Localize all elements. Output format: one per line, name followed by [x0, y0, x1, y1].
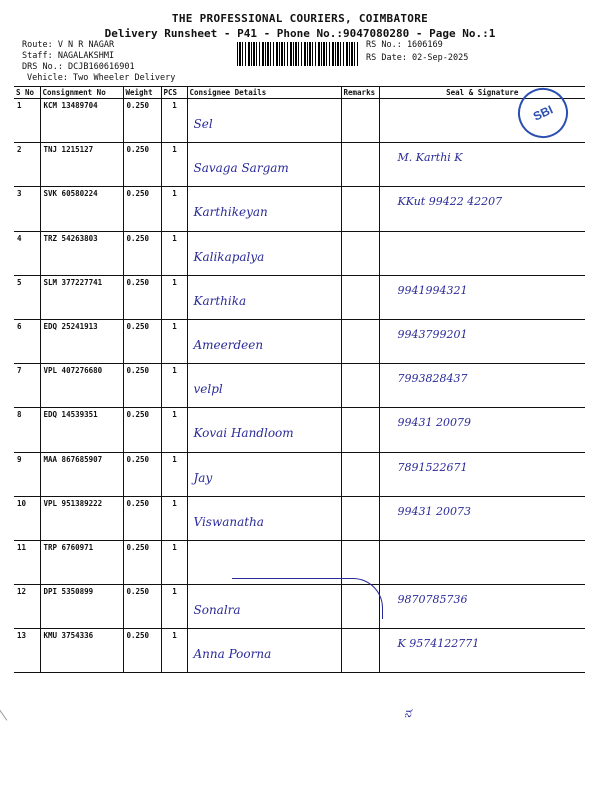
drs-label: DRS No.: DCJB160616901 [22, 62, 135, 72]
cell-pcs: 1 [161, 143, 187, 187]
cell-consignee-details [187, 231, 341, 275]
rs-date: RS Date: 02-Sep-2025 [366, 53, 469, 63]
cell-consignee-details [187, 364, 341, 408]
handwritten-consignee-name: Sonalra [193, 603, 241, 618]
handwritten-consignee-name: Sel [193, 117, 213, 131]
cell-sno: 10 [14, 496, 40, 540]
cell-remarks [341, 143, 379, 187]
cell-seal-signature [379, 275, 585, 319]
handwritten-consignee-name: velpl [193, 382, 223, 397]
cell-sno: 13 [14, 629, 40, 673]
cell-consignment-no: EDQ 14539351 [40, 408, 123, 452]
cell-consignment-no: MAA 867685907 [40, 452, 123, 496]
table-row [14, 143, 585, 187]
cell-pcs: 1 [161, 408, 187, 452]
cell-consignment-no: TRZ 54263803 [40, 231, 123, 275]
company-title: THE PROFESSIONAL COURIERS, COIMBATORE [171, 12, 429, 25]
handwritten-signature: 99431 20073 [397, 504, 471, 518]
cell-consignee-details [187, 143, 341, 187]
cell-sno: 3 [14, 187, 40, 231]
runsheet-subtitle: Delivery Runsheet - P41 - Phone No.:9047080280 - Page No.:1 [104, 27, 496, 40]
handwritten-consignee-name: Ameerdeen [193, 337, 264, 352]
handwritten-signature: 9943799201 [397, 327, 468, 341]
cell-remarks [341, 319, 379, 363]
handwritten-signature: 9870785736 [397, 593, 468, 607]
col-remarks: Remarks [341, 87, 379, 99]
cell-consignment-no: DPI 5350899 [40, 585, 123, 629]
cell-consignee-details [187, 408, 341, 452]
cell-consignee-details [187, 275, 341, 319]
cell-seal-signature [379, 629, 585, 673]
handwritten-consignee-name: Viswanatha [193, 514, 264, 529]
handwritten-signature: K 9574122771 [397, 637, 480, 651]
table-row [14, 99, 585, 143]
cell-pcs: 1 [161, 275, 187, 319]
cell-consignee-details [187, 187, 341, 231]
table-row [14, 496, 585, 540]
cell-sno: 7 [14, 364, 40, 408]
cell-seal-signature [379, 540, 585, 584]
handwritten-signature: M. Karthi K [397, 151, 463, 165]
cell-pcs: 1 [161, 319, 187, 363]
cell-pcs: 1 [161, 99, 187, 143]
bank-seal-stamp: SBI [510, 80, 576, 146]
cell-seal-signature [379, 187, 585, 231]
cell-seal-signature [379, 231, 585, 275]
cell-weight: 0.250 [123, 364, 161, 408]
cell-sno: 6 [14, 319, 40, 363]
cell-weight: 0.250 [123, 319, 161, 363]
handwritten-consignee-name: Karthikeyan [193, 205, 268, 220]
cell-consignment-no: TNJ 1215127 [40, 143, 123, 187]
handwritten-consignee-name: Kovai Handloom [193, 426, 294, 441]
cell-pcs: 1 [161, 496, 187, 540]
handwritten-consignee-name: Karthika [193, 293, 247, 308]
col-consignment: Consignment No [40, 87, 123, 99]
handwritten-signature: 7891522671 [397, 460, 468, 474]
vehicle-label: Vehicle: Two Wheeler Delivery [27, 73, 176, 83]
col-sno: S No [14, 87, 40, 99]
handwritten-consignee-name: Savaga Sargam [193, 161, 289, 176]
cell-remarks [341, 496, 379, 540]
cell-consignment-no: SLM 377227741 [40, 275, 123, 319]
cell-remarks [341, 364, 379, 408]
col-pcs: PCS [161, 87, 187, 99]
table-header-row [14, 87, 585, 99]
cell-seal-signature [379, 143, 585, 187]
handwritten-consignee-name: Kalikapalya [193, 249, 265, 264]
table-row [14, 408, 585, 452]
cell-consignment-no: EDQ 25241913 [40, 319, 123, 363]
cell-weight: 0.250 [123, 540, 161, 584]
cell-weight: 0.250 [123, 496, 161, 540]
footer-handwritten-mark: ನ [404, 706, 412, 721]
staff-label: Staff: NAGALAKSHMI [22, 51, 115, 61]
handwritten-consignee-name: Jay [193, 470, 213, 485]
cell-pcs: 1 [161, 231, 187, 275]
cell-sno: 1 [14, 99, 40, 143]
col-signature: Seal & Signature [379, 87, 585, 99]
cell-seal-signature [379, 585, 585, 629]
table-row [14, 231, 585, 275]
cell-remarks [341, 275, 379, 319]
cell-remarks [341, 629, 379, 673]
page-corner-mark [0, 697, 19, 720]
cell-remarks [341, 231, 379, 275]
cell-consignee-details [187, 629, 341, 673]
cell-consignment-no: SVK 60580224 [40, 187, 123, 231]
cell-consignee-details [187, 496, 341, 540]
cell-sno: 9 [14, 452, 40, 496]
cell-remarks [341, 187, 379, 231]
cell-sno: 12 [14, 585, 40, 629]
cell-consignee-details [187, 319, 341, 363]
cell-weight: 0.250 [123, 187, 161, 231]
table-row [14, 275, 585, 319]
cell-pcs: 1 [161, 629, 187, 673]
cell-weight: 0.250 [123, 629, 161, 673]
cell-weight: 0.250 [123, 275, 161, 319]
cell-seal-signature [379, 319, 585, 363]
cell-consignment-no: KCM 13489704 [40, 99, 123, 143]
handwritten-signature: 99431 20079 [397, 416, 471, 430]
cell-remarks [341, 452, 379, 496]
cell-seal-signature [379, 496, 585, 540]
cell-consignment-no: TRP 6760971 [40, 540, 123, 584]
cell-consignment-no: VPL 407276680 [40, 364, 123, 408]
barcode [237, 42, 359, 66]
col-weight: Weight [123, 87, 161, 99]
cell-weight: 0.250 [123, 143, 161, 187]
cell-pcs: 1 [161, 187, 187, 231]
handwritten-signature: 9941994321 [397, 283, 468, 297]
cell-weight: 0.250 [123, 408, 161, 452]
table-row [14, 629, 585, 673]
route-label: Route: V N R NAGAR [22, 40, 115, 50]
cell-pcs: 1 [161, 585, 187, 629]
cell-sno: 4 [14, 231, 40, 275]
cell-seal-signature [379, 364, 585, 408]
cell-sno: 11 [14, 540, 40, 584]
cell-weight: 0.250 [123, 99, 161, 143]
rs-number: RS No.: 1606169 [366, 40, 443, 50]
cell-consignment-no: KMU 3754336 [40, 629, 123, 673]
cell-sno: 5 [14, 275, 40, 319]
cell-seal-signature [379, 452, 585, 496]
pen-scribble [232, 578, 383, 619]
cell-sno: 2 [14, 143, 40, 187]
cell-pcs: 1 [161, 364, 187, 408]
col-consignee: Consignee Details [187, 87, 341, 99]
handwritten-consignee-name: Anna Poorna [193, 647, 272, 662]
table-row [14, 319, 585, 363]
cell-consignee-details [187, 99, 341, 143]
cell-seal-signature [379, 408, 585, 452]
cell-sno: 8 [14, 408, 40, 452]
cell-consignment-no: VPL 951389222 [40, 496, 123, 540]
cell-weight: 0.250 [123, 452, 161, 496]
cell-pcs: 1 [161, 452, 187, 496]
cell-pcs: 1 [161, 540, 187, 584]
table-row [14, 452, 585, 496]
table-row [14, 187, 585, 231]
cell-remarks [341, 408, 379, 452]
table-row [14, 364, 585, 408]
cell-weight: 0.250 [123, 231, 161, 275]
cell-consignee-details [187, 452, 341, 496]
cell-remarks [341, 99, 379, 143]
cell-weight: 0.250 [123, 585, 161, 629]
handwritten-signature: 7993828437 [397, 372, 468, 386]
handwritten-signature: KKut 99422 42207 [397, 195, 503, 209]
